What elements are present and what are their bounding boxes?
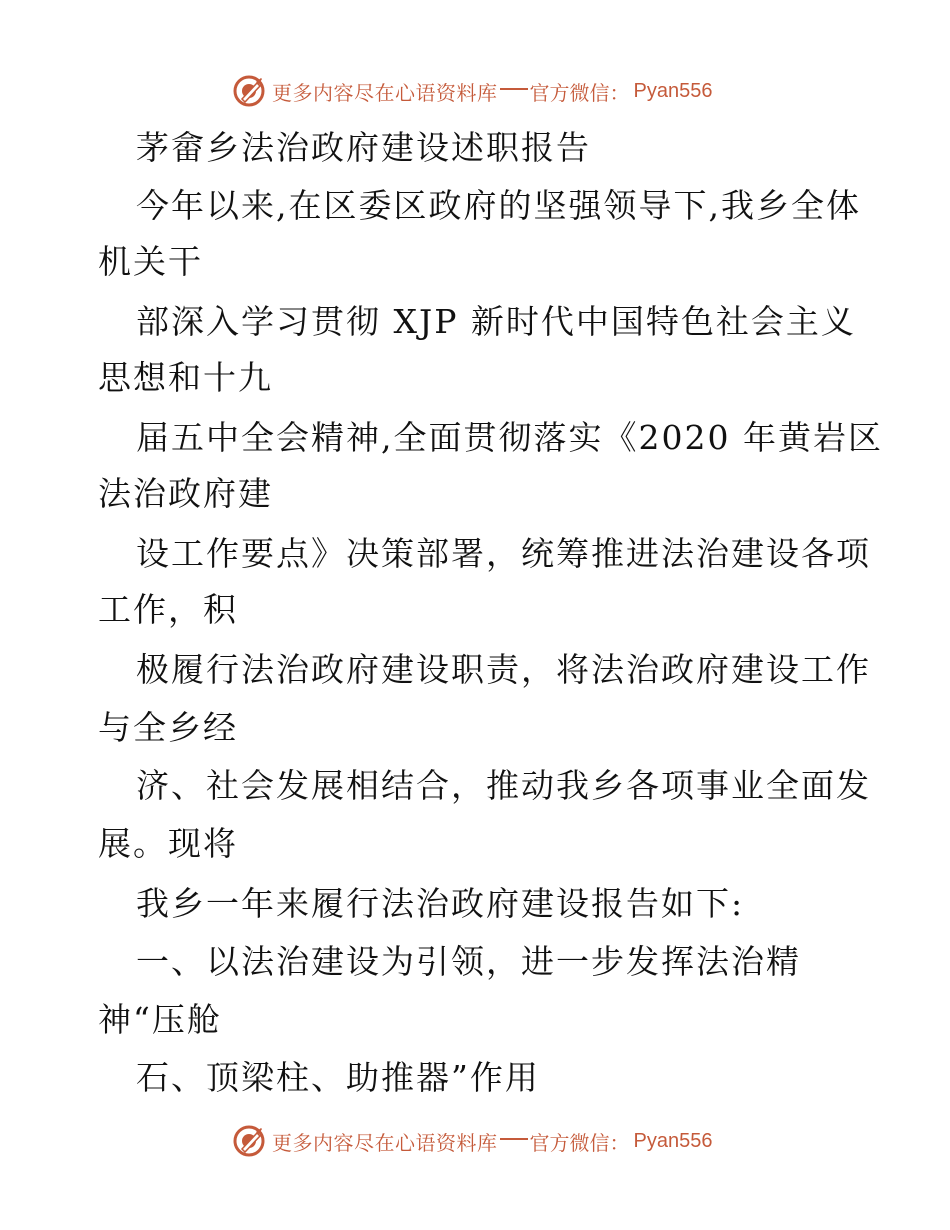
paragraph-line: 我乡一年来履行法治政府建设报告如下:	[136, 884, 745, 923]
paragraph-line: 工作，积	[98, 590, 238, 629]
document-title: 茅畲乡法治政府建设述职报告	[136, 128, 591, 167]
header-banner	[232, 74, 712, 108]
banner-divider	[500, 1138, 528, 1140]
section-heading-line: 神“压舱	[98, 1000, 222, 1039]
section-heading-line: 石、顶梁柱、助推器”作用	[136, 1058, 540, 1097]
footer-banner	[232, 1124, 712, 1158]
banner-wechat-id: Pyan556	[633, 79, 713, 102]
paragraph-line: 届五中全会精神,全面贯彻落实《2020 年黄岩区	[136, 418, 883, 457]
section-heading-line: 一、以法治建设为引领，进一步发挥法治精	[136, 942, 801, 981]
paragraph-line: 思想和十九	[98, 358, 273, 397]
paragraph-line: 法治政府建	[98, 474, 273, 513]
paragraph-line: 今年以来,在区委区政府的坚强领导下,我乡全体	[136, 186, 861, 225]
paragraph-line: 极履行法治政府建设职责，将法治政府建设工作	[136, 650, 871, 689]
pen-nib-circle-icon	[232, 1124, 266, 1158]
banner-text: 更多内容尽在心语资料库	[272, 1130, 498, 1155]
banner-text: 更多内容尽在心语资料库	[272, 80, 498, 105]
paragraph-line: 与全乡经	[98, 708, 238, 747]
paragraph-line: 设工作要点》决策部署，统筹推进法治建设各项	[136, 534, 871, 573]
banner-wechat-id: Pyan556	[633, 1129, 713, 1152]
banner-wechat-label: 官方微信：	[529, 80, 630, 105]
paragraph-line: 济、社会发展相结合，推动我乡各项事业全面发	[136, 766, 871, 805]
paragraph-line: 机关干	[98, 242, 203, 281]
pen-nib-circle-icon	[232, 74, 266, 108]
paragraph-line: 部深入学习贯彻 XJP 新时代中国特色社会主义	[136, 302, 856, 341]
banner-divider	[500, 88, 528, 90]
paragraph-line: 展。现将	[98, 824, 238, 863]
banner-wechat-label: 官方微信：	[529, 1130, 630, 1155]
